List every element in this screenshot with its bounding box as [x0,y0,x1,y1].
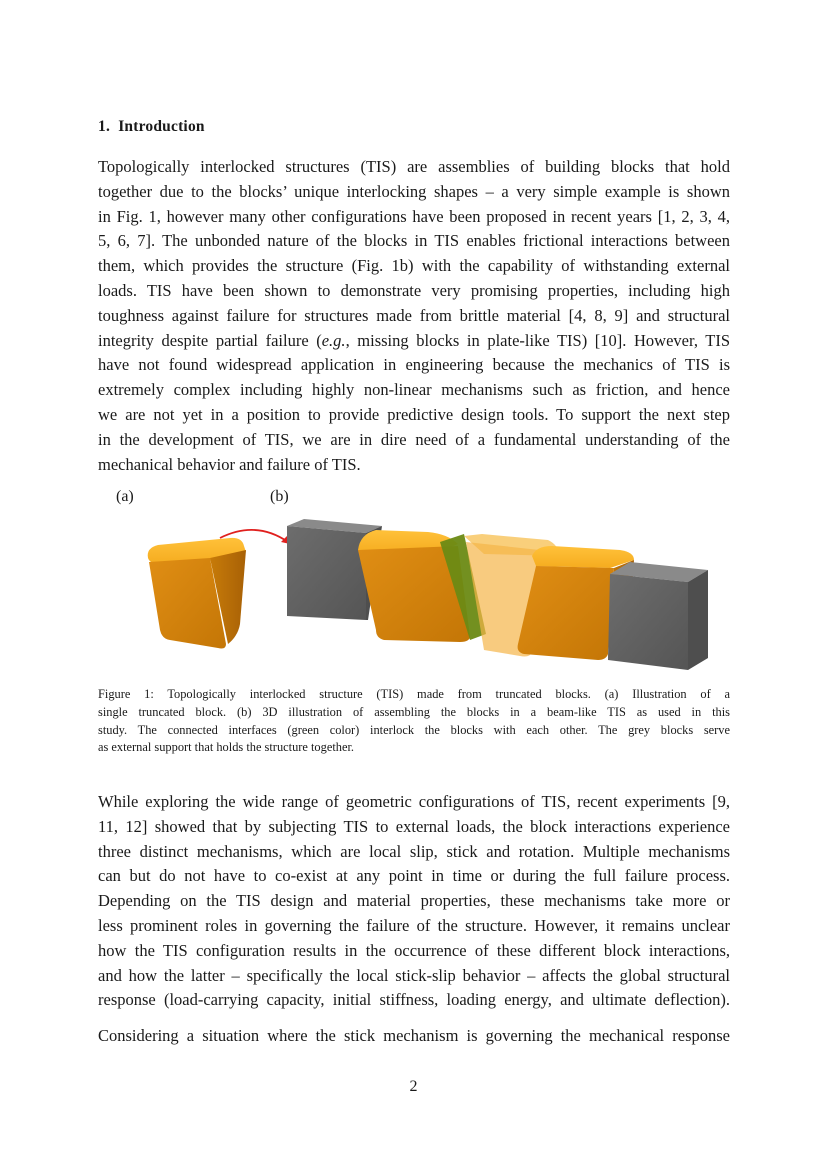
text-line: While exploring the wide range of geometric configurations of TIS, recent experiments [9, [98,792,730,811]
text-line: can but do not have to co-exist at any point in time or during the full failure process. [98,866,730,886]
text-line: mechanical behavior and failure of TIS. [98,454,361,474]
text-line: them, which provides the structure (Fig. 1b) with the capability of withstanding external [98,256,730,276]
text-line: we are not yet in a position to provide predictive design tools. To support the next step [98,404,730,424]
caption-line: study. The connected interfaces (green color) interlock the blocks with each other. The grey blocks serve [98,722,730,737]
right-support-front [608,574,688,670]
block-2-top [532,546,634,568]
section-heading [98,118,205,136]
text-line: Considering a situation where the stick mechanism is governing the mechanical response [98,1026,730,1045]
text-line: and how the latter – specifically the local stick-slip behavior – affects the global structural [98,965,730,985]
text-line: integrity despite partial failure (e.g., missing blocks in plate-like TIS) [10]. However, TIS [98,330,730,350]
beam-tis-assembly [287,519,708,670]
text-line: loads. TIS have been shown to demonstrate very promising properties, including high [98,280,730,300]
section-number: 1. [98,118,111,135]
page-number: 2 [409,1078,418,1095]
text-line: three distinct mechanisms, which are local slip, stick and rotation. Multiple mechanisms [98,841,730,861]
text-line: Topologically interlocked structures (TIS) are assemblies of building blocks that hold [98,157,730,176]
section-title: Introduction [118,118,205,135]
text-line: in Fig. 1, however many other configurations have been proposed in recent years [1, 2, 3, 4, [98,206,730,226]
figure-label-a: (a) [116,488,134,505]
figure-caption [98,686,730,757]
text-line: in the development of TIS, we are in dire need of a fundamental understanding of the [98,429,730,449]
text-line: 11, 12] showed that by subjecting TIS to external loads, the block interactions experience [98,816,730,836]
figure-1-illustration [140,512,720,680]
paragraph-stick [98,1024,730,1049]
text-line: how the TIS configuration results in the occurrence of these different block interactions, [98,940,730,960]
paragraph-intro [98,155,730,477]
single-truncated-block [148,538,246,649]
caption-line: single truncated block. (b) 3D illustration of assembling the blocks in a beam-like TIS as used in this [98,704,730,719]
text-line: 5, 6, 7]. The unbonded nature of the blocks in TIS enables frictional interactions between [98,231,730,251]
text-line: less prominent roles in governing the failure of the structure. However, it remains unclear [98,915,730,935]
text-line: together due to the blocks’ unique interlocking shapes – a very simple example is shown [98,181,730,201]
paragraph-mechanisms [98,790,730,1013]
right-support-side [688,570,708,670]
text-line: toughness against failure for structures made from brittle material [4, 8, 9] and structural [98,305,730,325]
caption-line: Figure 1: Topologically interlocked structure (TIS) made from truncated blocks. (a) Illustration of a [98,687,730,701]
caption-line: as external support that holds the structure together. [98,740,355,755]
text-line: extremely complex including highly non-linear mechanisms such as friction, and hence [98,380,730,400]
text-line: have not found widespread application in engineering because the mechanics of TIS is [98,355,730,375]
text-line: response (load-carrying capacity, initial stiffness, loading energy, and ultimate deflection). [98,990,730,1010]
left-support-front [287,526,366,620]
text-line: Depending on the TIS design and material properties, these mechanisms take more or [98,891,730,911]
figure-label-b: (b) [270,488,289,505]
